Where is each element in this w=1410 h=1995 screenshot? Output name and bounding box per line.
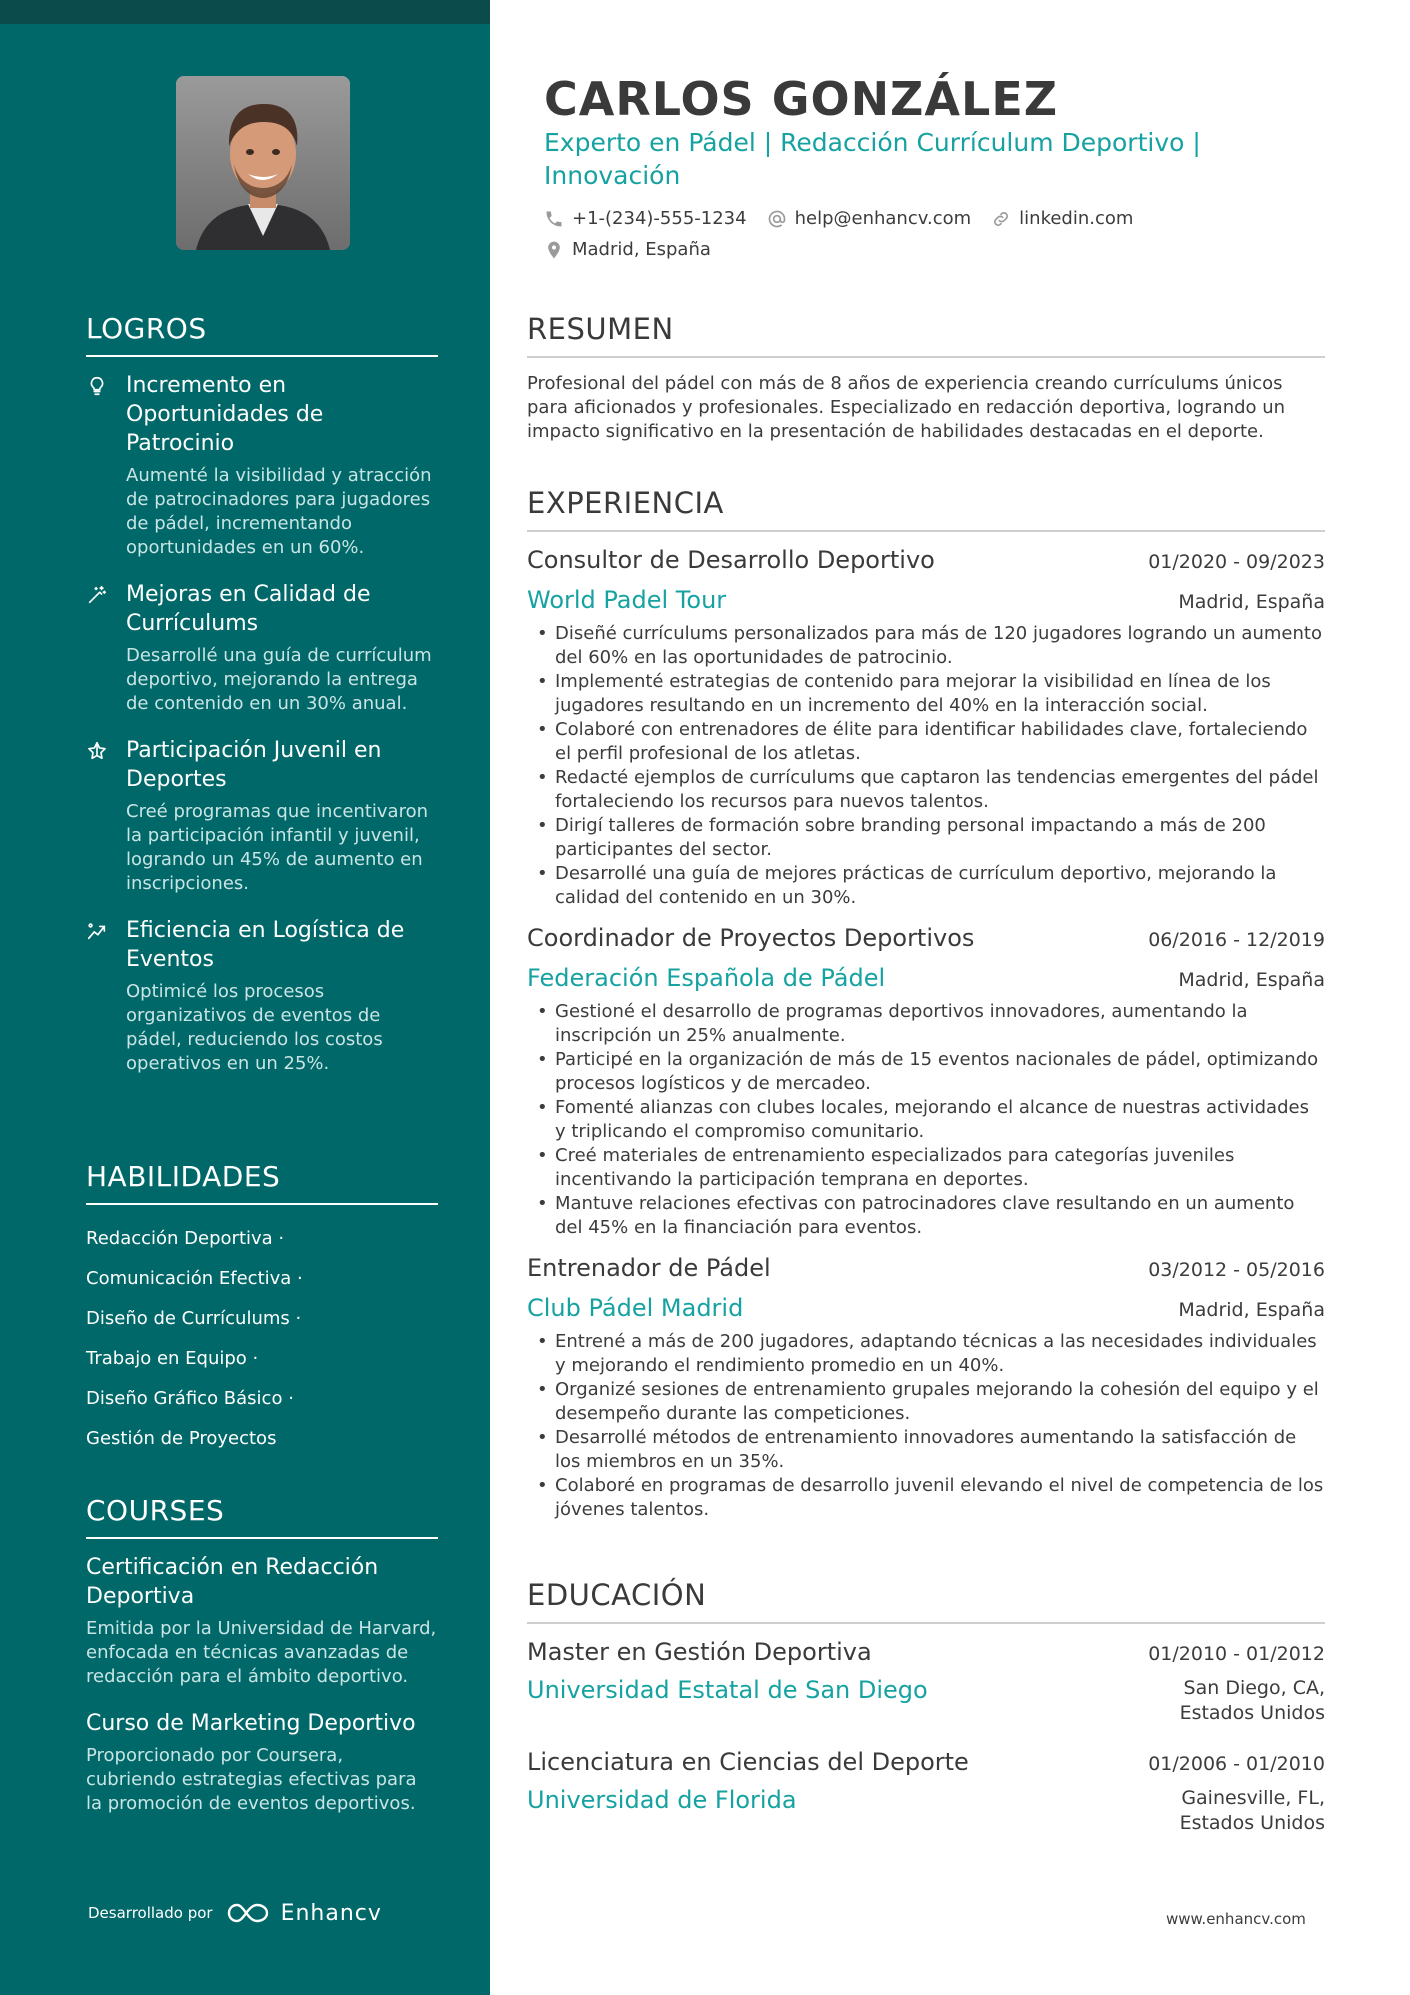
education-entry xyxy=(527,1748,1325,1836)
achievement-title: Eficiencia en Logística de Eventos xyxy=(126,918,405,972)
lightbulb-icon xyxy=(86,371,126,560)
email-contact[interactable] xyxy=(767,208,972,229)
linkedin-text: linkedin.com xyxy=(1019,208,1134,229)
achievement-item xyxy=(86,371,438,560)
link-icon xyxy=(991,209,1011,229)
summary-section xyxy=(527,312,1325,444)
course-item xyxy=(86,1553,438,1689)
education-location-line: Estados Unidos xyxy=(1179,1702,1325,1724)
powered-by xyxy=(88,1900,382,1926)
location-pin-icon xyxy=(544,240,564,260)
education-location xyxy=(1180,1786,1325,1836)
experience-section xyxy=(527,486,1325,1536)
job-date: 01/2020 - 09/2023 xyxy=(1148,551,1325,573)
school: Universidad Estatal de San Diego xyxy=(527,1676,928,1704)
star-icon xyxy=(86,736,126,896)
achievement-title: Mejoras en Calidad de Currículums xyxy=(126,582,371,636)
achievement-title: Incremento en Oportunidades de Patrocinio xyxy=(126,373,324,456)
achievement-item xyxy=(86,736,438,896)
job-company: Federación Española de Pádel xyxy=(527,964,886,992)
job-bullet: • Participé en la organización de más de 15 eventos nacionales de pádel, optimizando procesos logísticos y de mercadeo. xyxy=(527,1048,1325,1096)
contact-info xyxy=(544,208,1304,270)
courses-section xyxy=(86,1494,438,1836)
location-contact xyxy=(544,239,711,260)
job-title: Coordinador de Proyectos Deportivos xyxy=(527,924,975,952)
job-company: Club Pádel Madrid xyxy=(527,1294,744,1322)
job-title: Consultor de Desarrollo Deportivo xyxy=(527,546,935,574)
skill-item: Diseño de Currículums · xyxy=(86,1308,302,1329)
at-icon xyxy=(767,209,787,229)
experience-title: EXPERIENCIA xyxy=(527,486,1325,532)
job-date: 06/2016 - 12/2019 xyxy=(1148,929,1325,951)
profile-photo xyxy=(176,76,350,250)
skill-item: Diseño Gráfico Básico · xyxy=(86,1388,294,1409)
job-bullet: • Redacté ejemplos de currículums que captaron las tendencias emergentes del pádel fortaleciendo los recursos para nuevos talentos. xyxy=(527,766,1325,814)
course-title: Certificación en Redacción Deportiva xyxy=(86,1555,379,1609)
achievement-desc: Optimicé los procesos organizativos de eventos de pádel, reduciendo los costos operativos en un 25%. xyxy=(126,981,383,1074)
job-bullet: • Mantuve relaciones efectivas con patrocinadores clave resultando en un aumento del 45% en la financiación para eventos. xyxy=(527,1192,1325,1240)
job-date: 03/2012 - 05/2016 xyxy=(1148,1259,1325,1281)
powered-by-label: Desarrollado por xyxy=(88,1904,213,1922)
job-bullet: • Colaboré en programas de desarrollo juvenil elevando el nivel de competencia de los jóvenes talentos. xyxy=(527,1474,1325,1522)
skill-item: Trabajo en Equipo · xyxy=(86,1348,259,1369)
email-text: help@enhancv.com xyxy=(794,208,972,229)
job-entry xyxy=(527,546,1325,910)
education-date: 01/2010 - 01/2012 xyxy=(1148,1643,1325,1665)
candidate-name: CARLOS GONZÁLEZ xyxy=(544,72,1059,126)
phone-text: +1-(234)-555-1234 xyxy=(572,208,747,229)
summary-text: Profesional del pádel con más de 8 años de experiencia creando currículums únicos para aficionados y profesionales. Especializado en redacción deportiva, logrando un impacto significativo en la presentación de habilidades destacadas en el deporte. xyxy=(527,373,1286,442)
job-title: Entrenador de Pádel xyxy=(527,1254,771,1282)
achievement-desc: Aumenté la visibilidad y atracción de patrocinadores para jugadores de pádel, incrementando oportunidades en un 60%. xyxy=(126,465,432,558)
location-text: Madrid, España xyxy=(572,239,711,260)
education-location-line: Estados Unidos xyxy=(1179,1812,1325,1834)
education-section xyxy=(527,1578,1325,1858)
job-bullet: • Gestioné el desarrollo de programas deportivos innovadores, aumentando la inscripción un 25% anualmente. xyxy=(527,1000,1325,1048)
achievements-title: LOGROS xyxy=(86,312,438,357)
job-bullet: • Creé materiales de entrenamiento especializados para categorías juveniles incentivando la participación temprana en deportes. xyxy=(527,1144,1325,1192)
headline: Experto en Pádel | Redacción Currículum Deportivo | Innovación xyxy=(544,128,1201,190)
sidebar-top-bar xyxy=(0,0,490,24)
course-desc: Proporcionado por Coursera, cubriendo estrategias efectivas para la promoción de eventos deportivos. xyxy=(86,1745,417,1814)
job-bullet: • Diseñé currículums personalizados para más de 120 jugadores logrando un aumento del 60% en las oportunidades de patrocinio. xyxy=(527,622,1325,670)
course-title: Curso de Marketing Deportivo xyxy=(86,1711,416,1736)
job-location: Madrid, España xyxy=(1178,1299,1325,1321)
course-item xyxy=(86,1709,438,1816)
growth-icon xyxy=(86,916,126,1076)
education-location-line: Gainesville, FL, xyxy=(1181,1787,1325,1809)
education-location-line: San Diego, CA, xyxy=(1183,1677,1325,1699)
phone-icon xyxy=(544,209,564,229)
courses-title: COURSES xyxy=(86,1494,438,1539)
sidebar xyxy=(0,0,490,1995)
skill-item: Gestión de Proyectos xyxy=(86,1428,277,1449)
job-entry xyxy=(527,924,1325,1240)
achievement-desc: Creé programas que incentivaron la participación infantil y juvenil, logrando un 45% de aumento en inscripciones. xyxy=(126,801,428,894)
degree: Master en Gestión Deportiva xyxy=(527,1638,872,1666)
brand-name: Enhancv xyxy=(280,1900,382,1926)
education-location xyxy=(1180,1676,1325,1726)
skills-section xyxy=(86,1160,438,1467)
school: Universidad de Florida xyxy=(527,1786,797,1814)
job-company: World Padel Tour xyxy=(527,586,727,614)
magic-wand-icon xyxy=(86,580,126,716)
job-bullet: • Organizé sesiones de entrenamiento grupales mejorando la cohesión del equipo y el desempeño durante las competiciones. xyxy=(527,1378,1325,1426)
job-bullet: • Entrené a más de 200 jugadores, adaptando técnicas a las necesidades individuales y mejorando el rendimiento promedio en un 40%. xyxy=(527,1330,1325,1378)
job-bullet: • Desarrollé una guía de mejores prácticas de currículum deportivo, mejorando la calidad del contenido en un 30%. xyxy=(527,862,1325,910)
education-entry xyxy=(527,1638,1325,1726)
achievement-title: Participación Juvenil en Deportes xyxy=(126,738,382,792)
job-location: Madrid, España xyxy=(1178,969,1325,991)
course-desc: Emitida por la Universidad de Harvard, enfocada en técnicas avanzadas de redacción para el ámbito deportivo. xyxy=(86,1618,437,1687)
job-bullet: • Desarrollé métodos de entrenamiento innovadores aumentando la satisfacción de los miembros en un 35%. xyxy=(527,1426,1325,1474)
job-bullet: • Colaboré con entrenadores de élite para identificar habilidades clave, fortaleciendo el perfil profesional de los atletas. xyxy=(527,718,1325,766)
job-bullet: • Fomenté alianzas con clubes locales, mejorando el alcance de nuestras actividades y triplicando el compromiso comunitario. xyxy=(527,1096,1325,1144)
summary-title: RESUMEN xyxy=(527,312,1325,358)
skill-item: Comunicación Efectiva · xyxy=(86,1268,303,1289)
footer-url[interactable]: www.enhancv.com xyxy=(1166,1910,1306,1928)
job-entry xyxy=(527,1254,1325,1522)
job-location: Madrid, España xyxy=(1178,591,1325,613)
phone-contact[interactable] xyxy=(544,208,747,229)
enhancv-logo-icon xyxy=(225,1900,273,1926)
achievement-desc: Desarrollé una guía de currículum deportivo, mejorando la entrega de contenido en un 30% anual. xyxy=(126,645,432,714)
skill-item: Redacción Deportiva · xyxy=(86,1228,285,1249)
achievements-section xyxy=(86,312,438,1096)
skills-title: HABILIDADES xyxy=(86,1160,438,1205)
achievement-item xyxy=(86,916,438,1076)
job-bullet: • Dirigí talleres de formación sobre branding personal impactando a más de 200 participantes del sector. xyxy=(527,814,1325,862)
job-bullet: • Implementé estrategias de contenido para mejorar la visibilidad en línea de los jugadores resultando en un incremento del 40% en la interacción social. xyxy=(527,670,1325,718)
education-date: 01/2006 - 01/2010 xyxy=(1148,1753,1325,1775)
education-title: EDUCACIÓN xyxy=(527,1578,1325,1624)
linkedin-contact[interactable] xyxy=(991,208,1133,229)
degree: Licenciatura en Ciencias del Deporte xyxy=(527,1748,969,1776)
achievement-item xyxy=(86,580,438,716)
